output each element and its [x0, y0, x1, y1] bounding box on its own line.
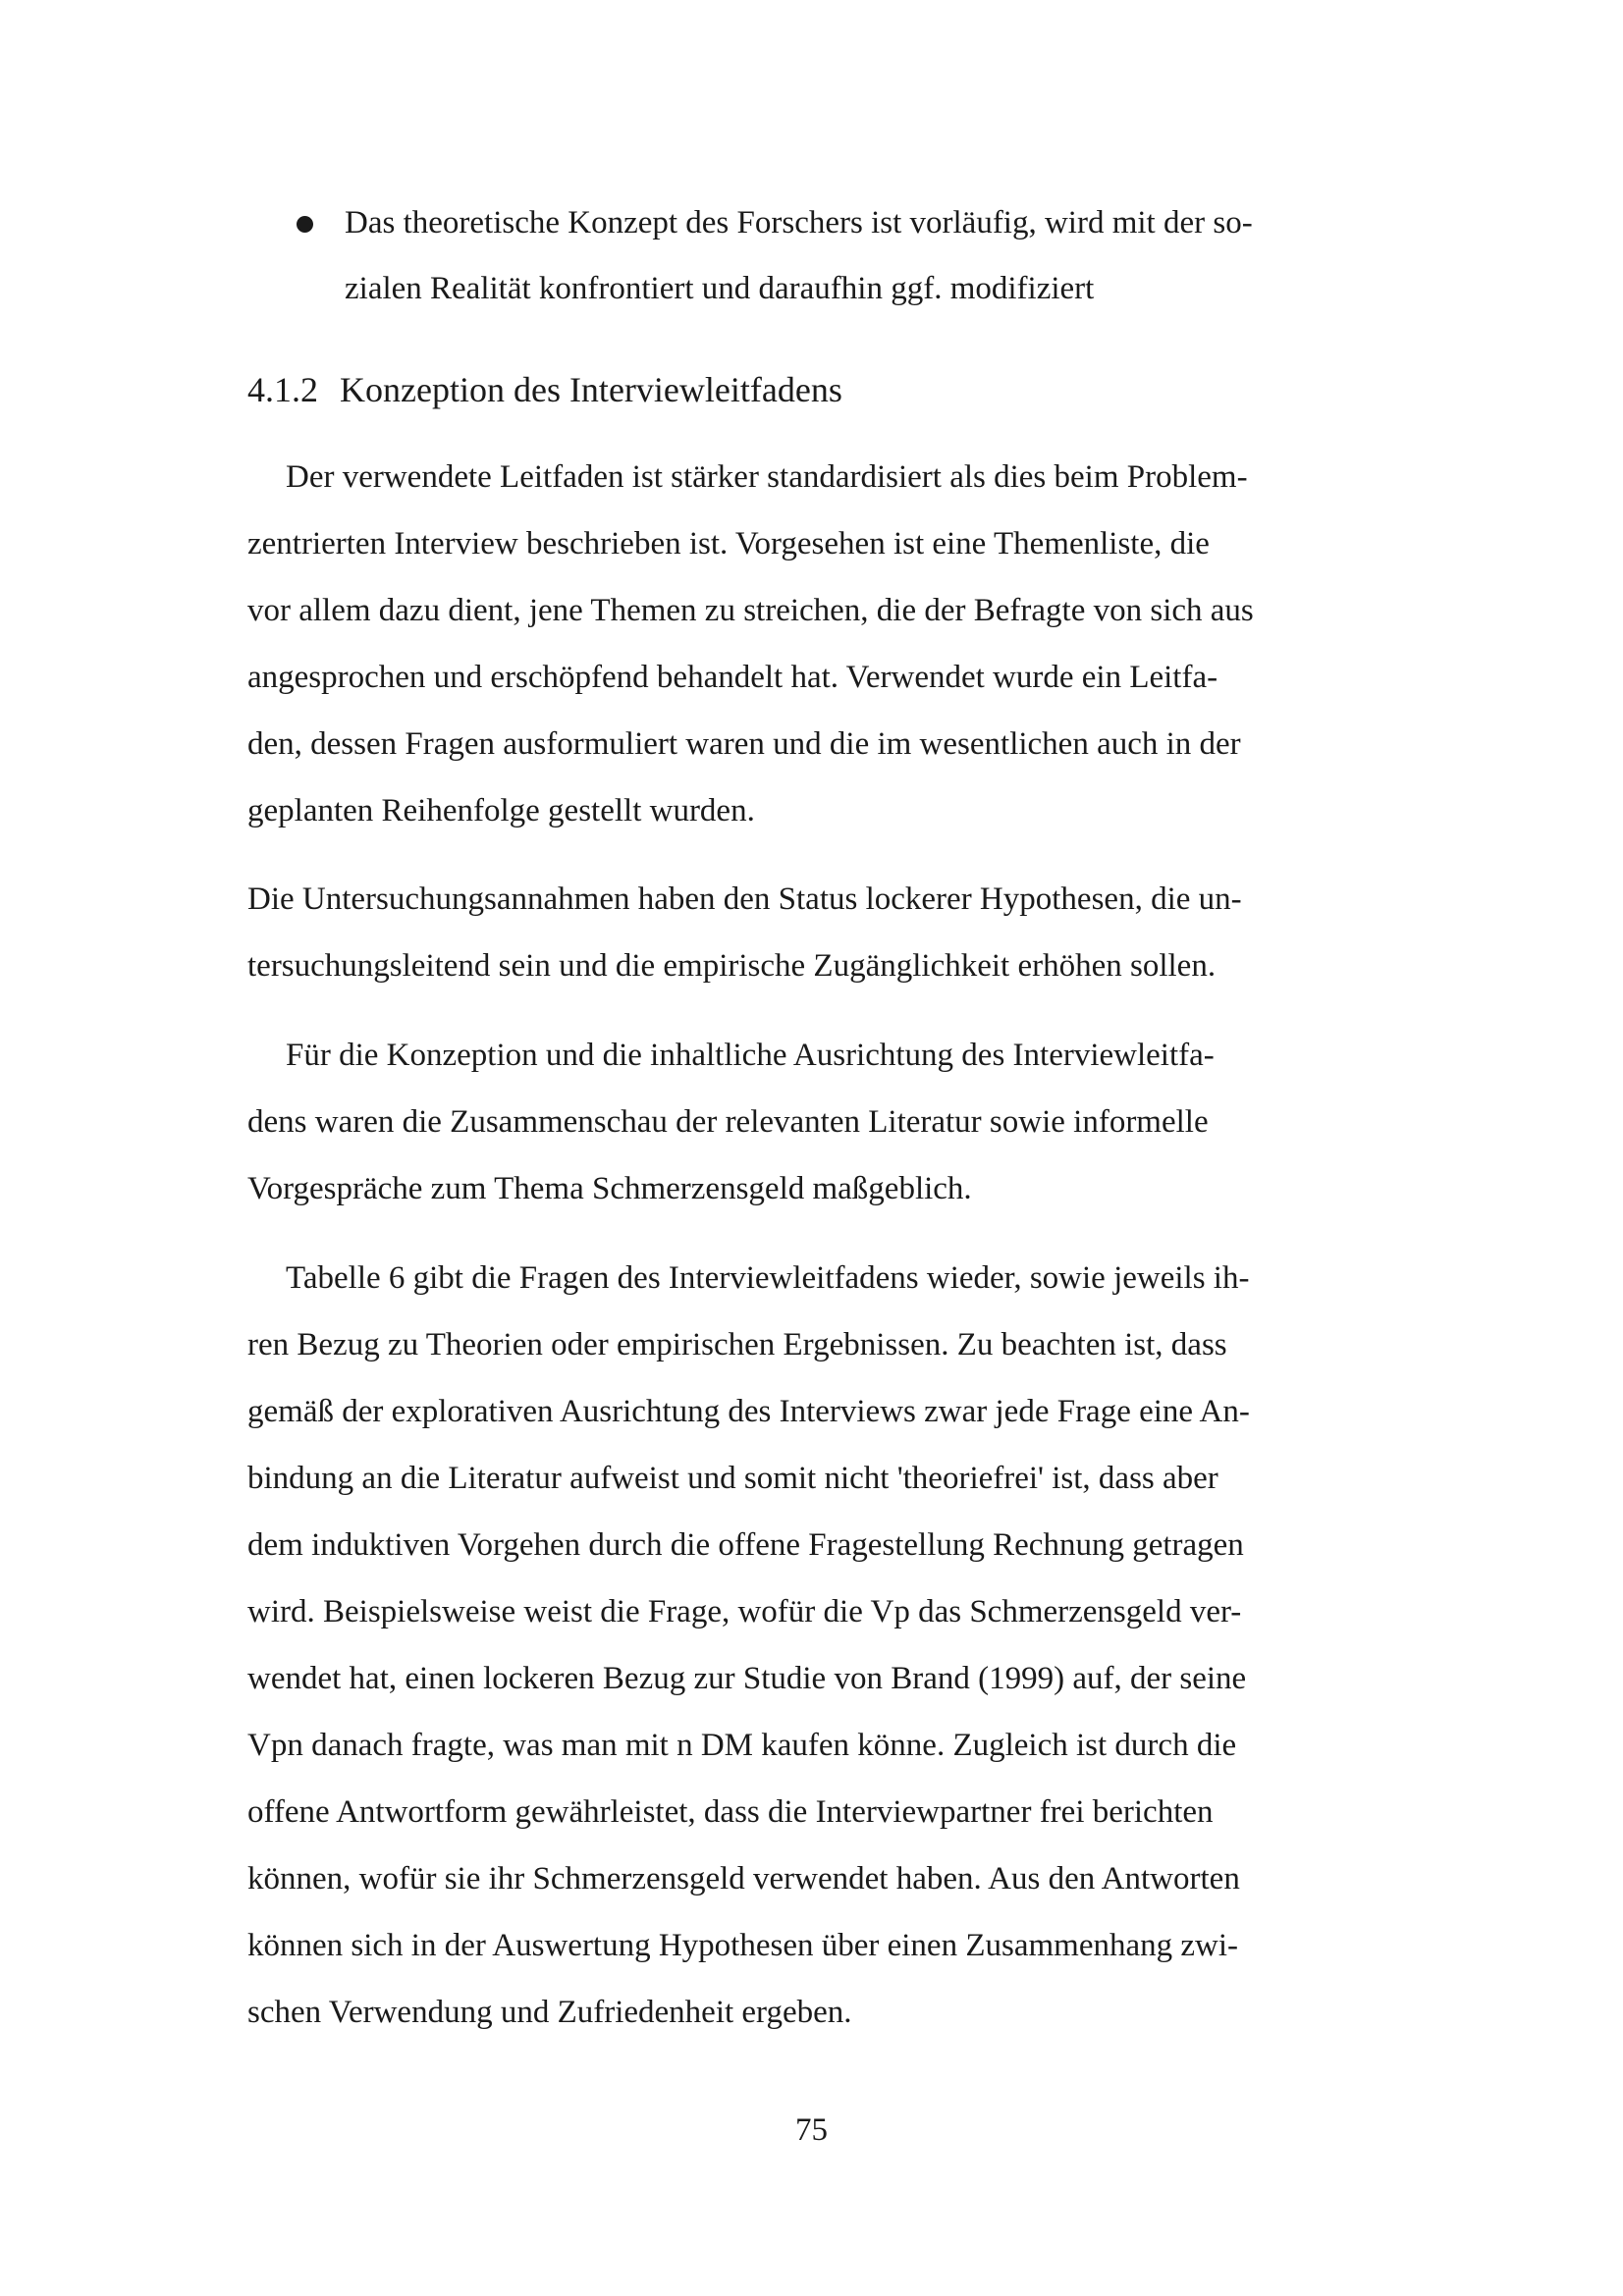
paragraph-line: tersuchungsleitend sein und die empirische Zugänglichkeit erhöhen sollen. [247, 948, 1217, 984]
paragraph-line: dem induktiven Vorgehen durch die offene Fragestellung Rechnung getragen [247, 1527, 1244, 1563]
page-number: 75 [795, 2112, 828, 2148]
paragraph-line: Für die Konzeption und die inhaltliche Ausrichtung des Interviewleitfa- [286, 1038, 1215, 1073]
paragraph-line: wendet hat, einen lockeren Bezug zur Studie von Brand (1999) auf, der seine [247, 1661, 1247, 1696]
paragraph-line: Vorgespräche zum Thema Schmerzensgeld maßgeblich. [247, 1171, 972, 1206]
paragraph-line: Vpn danach fragte, was man mit n DM kaufen könne. Zugleich ist durch die [247, 1728, 1237, 1763]
paragraph-line: den, dessen Fragen ausformuliert waren und die im wesentlichen auch in der [247, 726, 1241, 762]
paragraph-line: wird. Beispielsweise weist die Frage, wofür die Vp das Schmerzensgeld ver- [247, 1594, 1242, 1629]
paragraph-line: offene Antwortform gewährleistet, dass die Interviewpartner frei berichten [247, 1794, 1214, 1830]
section-title: Konzeption des Interviewleitfadens [340, 370, 842, 409]
paragraph-line: Die Untersuchungsannahmen haben den Status lockerer Hypothesen, die un- [247, 881, 1242, 917]
paragraph-line: bindung an die Literatur aufweist und somit nicht 'theoriefrei' ist, dass aber [247, 1461, 1218, 1496]
bullet-icon [297, 216, 313, 233]
paragraph-line: Tabelle 6 gibt die Fragen des Interviewleitfadens wieder, sowie jeweils ih- [286, 1260, 1250, 1296]
paragraph-line: schen Verwendung und Zufriedenheit ergeben. [247, 1995, 852, 2030]
paragraph-line: dens waren die Zusammenschau der relevanten Literatur sowie informelle [247, 1104, 1209, 1140]
paragraph-line: können sich in der Auswertung Hypothesen über einen Zusammenhang zwi- [247, 1928, 1238, 1963]
paragraph-line: geplanten Reihenfolge gestellt wurden. [247, 793, 755, 828]
paragraph-line: zentrierten Interview beschrieben ist. Vorgesehen ist eine Themenliste, die [247, 526, 1210, 561]
bullet-line: Das theoretische Konzept des Forschers ist vorläufig, wird mit der so- [345, 205, 1253, 240]
paragraph-line: angesprochen und erschöpfend behandelt hat. Verwendet wurde ein Leitfa- [247, 660, 1218, 695]
paragraph-line: Der verwendete Leitfaden ist stärker standardisiert als dies beim Problem- [286, 459, 1248, 495]
bullet-line: zialen Realität konfrontiert und daraufhin ggf. modifiziert [345, 271, 1095, 306]
section-number: 4.1.2 [247, 370, 318, 409]
paragraph-line: gemäß der explorativen Ausrichtung des Interviews zwar jede Frage eine An- [247, 1394, 1250, 1429]
paragraph-line: vor allem dazu dient, jene Themen zu streichen, die der Befragte von sich aus [247, 593, 1254, 628]
paragraph-line: können, wofür sie ihr Schmerzensgeld verwendet haben. Aus den Antworten [247, 1861, 1240, 1896]
section-heading [247, 368, 842, 411]
paragraph-line: ren Bezug zu Theorien oder empirischen Ergebnissen. Zu beachten ist, dass [247, 1327, 1227, 1362]
